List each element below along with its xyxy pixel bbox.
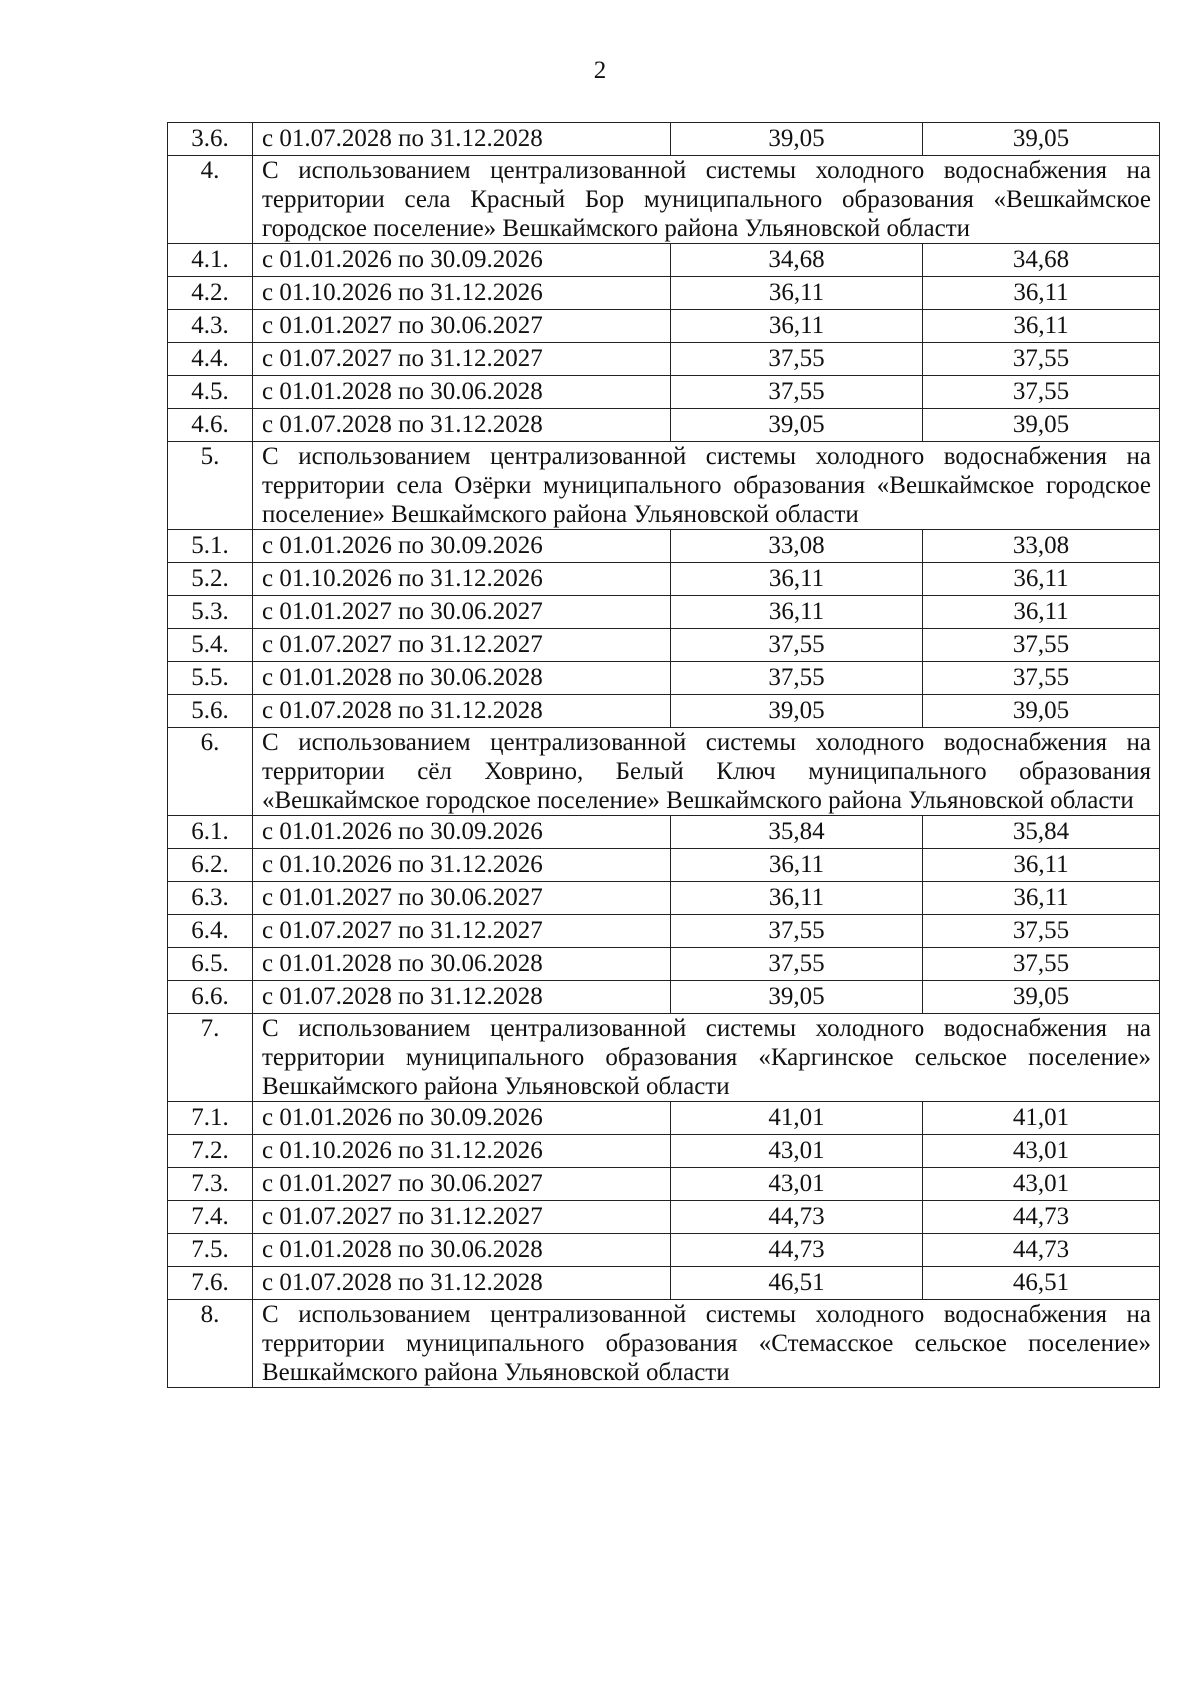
row-value-1: 46,51: [671, 1267, 923, 1300]
row-period: с 01.07.2028 по 31.12.2028: [253, 123, 671, 156]
section-description: С использованием централизованной системы холодного водоснабжения на территории сёл Ховрино, Белый Ключ муниципального образования «Вешкаймское городское поселение» Вешкаймского района Ульяновской области: [253, 728, 1160, 816]
row-value-2: 37,55: [923, 376, 1160, 409]
row-period: с 01.01.2027 по 30.06.2027: [253, 882, 671, 915]
row-value-2: 36,11: [923, 310, 1160, 343]
row-value-1: 33,08: [671, 530, 923, 563]
row-value-1: 39,05: [671, 123, 923, 156]
table-row: [168, 816, 1160, 849]
table-row: [168, 882, 1160, 915]
row-period: с 01.07.2027 по 31.12.2027: [253, 915, 671, 948]
row-number: 5.6.: [168, 695, 253, 728]
section-heading-row: [168, 1014, 1160, 1102]
row-value-1: 34,68: [671, 244, 923, 277]
table-row: [168, 310, 1160, 343]
table-row: [168, 948, 1160, 981]
row-number: 4.1.: [168, 244, 253, 277]
row-number: 5.2.: [168, 563, 253, 596]
section-number: 4.: [168, 156, 253, 244]
row-number: 6.5.: [168, 948, 253, 981]
table-row: [168, 629, 1160, 662]
row-number: 7.6.: [168, 1267, 253, 1300]
row-period: с 01.01.2026 по 30.09.2026: [253, 816, 671, 849]
row-period: с 01.07.2028 по 31.12.2028: [253, 1267, 671, 1300]
table-row: [168, 409, 1160, 442]
row-value-1: 37,55: [671, 662, 923, 695]
table-row: [168, 1168, 1160, 1201]
section-heading-row: [168, 1300, 1160, 1388]
table-row: [168, 530, 1160, 563]
row-period: с 01.01.2028 по 30.06.2028: [253, 662, 671, 695]
row-period: с 01.01.2028 по 30.06.2028: [253, 948, 671, 981]
table-row: [168, 596, 1160, 629]
row-value-2: 44,73: [923, 1234, 1160, 1267]
row-value-1: 37,55: [671, 376, 923, 409]
table-row: [168, 343, 1160, 376]
row-value-1: 41,01: [671, 1102, 923, 1135]
row-value-2: 36,11: [923, 563, 1160, 596]
table-row: [168, 981, 1160, 1014]
table-row: [168, 563, 1160, 596]
section-description: С использованием централизованной системы холодного водоснабжения на территории села Красный Бор муниципального образования «Вешкаймское городское поселение» Вешкаймского района Ульяновской области: [253, 156, 1160, 244]
table-row: [168, 244, 1160, 277]
section-description: С использованием централизованной системы холодного водоснабжения на территории муниципального образования «Каргинское сельское поселение» Вешкаймского района Ульяновской области: [253, 1014, 1160, 1102]
row-value-2: 41,01: [923, 1102, 1160, 1135]
row-number: 6.3.: [168, 882, 253, 915]
row-value-2: 46,51: [923, 1267, 1160, 1300]
row-value-2: 37,55: [923, 343, 1160, 376]
row-value-1: 39,05: [671, 695, 923, 728]
row-number: 4.6.: [168, 409, 253, 442]
section-heading-row: [168, 442, 1160, 530]
row-number: 5.1.: [168, 530, 253, 563]
row-number: 4.4.: [168, 343, 253, 376]
row-value-1: 37,55: [671, 948, 923, 981]
row-value-1: 44,73: [671, 1234, 923, 1267]
row-value-1: 35,84: [671, 816, 923, 849]
section-heading-row: [168, 156, 1160, 244]
table-row: [168, 1102, 1160, 1135]
row-value-1: 37,55: [671, 343, 923, 376]
table-row: [168, 123, 1160, 156]
table-row: [168, 695, 1160, 728]
row-period: с 01.07.2027 по 31.12.2027: [253, 629, 671, 662]
row-number: 6.2.: [168, 849, 253, 882]
row-value-1: 39,05: [671, 981, 923, 1014]
row-value-1: 36,11: [671, 277, 923, 310]
row-value-2: 36,11: [923, 849, 1160, 882]
row-number: 5.3.: [168, 596, 253, 629]
row-period: с 01.10.2026 по 31.12.2026: [253, 1135, 671, 1168]
row-period: с 01.01.2027 по 30.06.2027: [253, 596, 671, 629]
row-value-2: 36,11: [923, 882, 1160, 915]
row-value-1: 36,11: [671, 849, 923, 882]
row-value-1: 43,01: [671, 1168, 923, 1201]
row-value-2: 39,05: [923, 409, 1160, 442]
row-value-2: 37,55: [923, 948, 1160, 981]
row-value-2: 43,01: [923, 1135, 1160, 1168]
row-number: 4.2.: [168, 277, 253, 310]
row-value-2: 44,73: [923, 1201, 1160, 1234]
row-period: с 01.07.2027 по 31.12.2027: [253, 343, 671, 376]
row-period: с 01.10.2026 по 31.12.2026: [253, 277, 671, 310]
section-description: С использованием централизованной системы холодного водоснабжения на территории муниципального образования «Стемасское сельское поселение» Вешкаймского района Ульяновской области: [253, 1300, 1160, 1388]
row-period: с 01.01.2026 по 30.09.2026: [253, 1102, 671, 1135]
row-value-2: 37,55: [923, 662, 1160, 695]
row-value-1: 36,11: [671, 596, 923, 629]
table-row: [168, 376, 1160, 409]
row-value-1: 36,11: [671, 563, 923, 596]
row-period: с 01.07.2028 по 31.12.2028: [253, 409, 671, 442]
row-value-2: 37,55: [923, 629, 1160, 662]
row-number: 7.2.: [168, 1135, 253, 1168]
table-row: [168, 849, 1160, 882]
row-number: 6.4.: [168, 915, 253, 948]
row-period: с 01.07.2027 по 31.12.2027: [253, 1201, 671, 1234]
row-value-2: 34,68: [923, 244, 1160, 277]
row-value-1: 37,55: [671, 629, 923, 662]
row-number: 4.3.: [168, 310, 253, 343]
row-period: с 01.10.2026 по 31.12.2026: [253, 849, 671, 882]
row-value-2: 39,05: [923, 981, 1160, 1014]
section-heading-row: [168, 728, 1160, 816]
row-period: с 01.01.2026 по 30.09.2026: [253, 244, 671, 277]
row-number: 7.3.: [168, 1168, 253, 1201]
row-number: 5.5.: [168, 662, 253, 695]
tariff-table: [167, 122, 1160, 1388]
row-period: с 01.01.2027 по 30.06.2027: [253, 310, 671, 343]
row-value-2: 43,01: [923, 1168, 1160, 1201]
row-period: с 01.01.2028 по 30.06.2028: [253, 376, 671, 409]
page-number: 2: [593, 57, 607, 84]
row-period: с 01.07.2028 по 31.12.2028: [253, 981, 671, 1014]
row-value-1: 36,11: [671, 310, 923, 343]
row-value-2: 36,11: [923, 277, 1160, 310]
row-period: с 01.01.2028 по 30.06.2028: [253, 1234, 671, 1267]
row-number: 4.5.: [168, 376, 253, 409]
row-value-2: 35,84: [923, 816, 1160, 849]
row-number: 3.6.: [168, 123, 253, 156]
row-value-1: 39,05: [671, 409, 923, 442]
row-value-2: 39,05: [923, 695, 1160, 728]
row-value-1: 37,55: [671, 915, 923, 948]
section-number: 8.: [168, 1300, 253, 1388]
row-period: с 01.01.2027 по 30.06.2027: [253, 1168, 671, 1201]
row-value-2: 37,55: [923, 915, 1160, 948]
table-row: [168, 662, 1160, 695]
row-value-1: 44,73: [671, 1201, 923, 1234]
table-row: [168, 1234, 1160, 1267]
section-number: 5.: [168, 442, 253, 530]
row-value-2: 36,11: [923, 596, 1160, 629]
row-number: 5.4.: [168, 629, 253, 662]
row-number: 7.4.: [168, 1201, 253, 1234]
section-number: 6.: [168, 728, 253, 816]
table-row: [168, 1135, 1160, 1168]
row-period: с 01.01.2026 по 30.09.2026: [253, 530, 671, 563]
row-value-1: 36,11: [671, 882, 923, 915]
section-description: С использованием централизованной системы холодного водоснабжения на территории села Озёрки муниципального образования «Вешкаймское городское поселение» Вешкаймского района Ульяновской области: [253, 442, 1160, 530]
table-row: [168, 1267, 1160, 1300]
section-number: 7.: [168, 1014, 253, 1102]
table-row: [168, 915, 1160, 948]
row-period: с 01.10.2026 по 31.12.2026: [253, 563, 671, 596]
row-number: 6.1.: [168, 816, 253, 849]
row-number: 6.6.: [168, 981, 253, 1014]
row-number: 7.5.: [168, 1234, 253, 1267]
row-period: с 01.07.2028 по 31.12.2028: [253, 695, 671, 728]
row-value-2: 39,05: [923, 123, 1160, 156]
row-value-2: 33,08: [923, 530, 1160, 563]
row-number: 7.1.: [168, 1102, 253, 1135]
table-row: [168, 1201, 1160, 1234]
row-value-1: 43,01: [671, 1135, 923, 1168]
table-row: [168, 277, 1160, 310]
